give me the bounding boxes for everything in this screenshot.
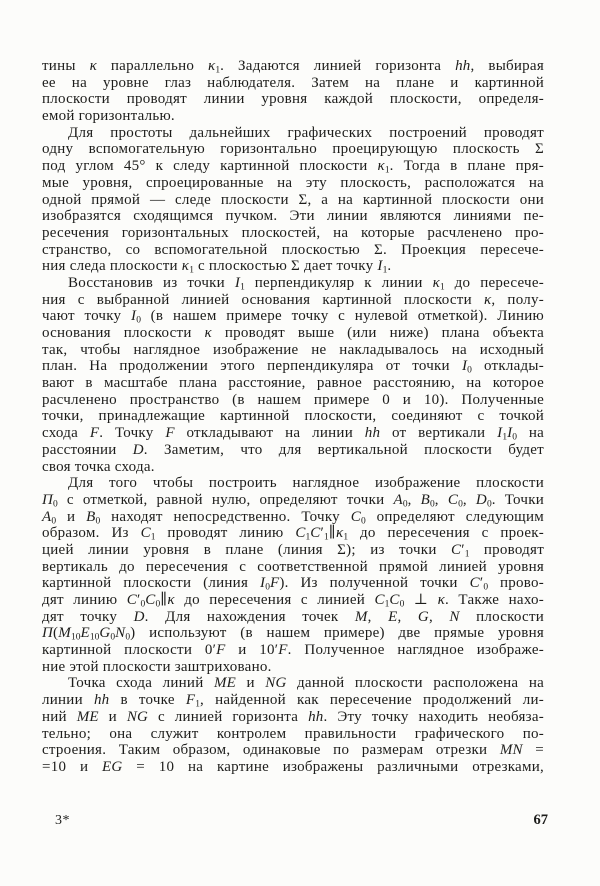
text-line: цией линии уровня в плане (линия Σ); из точки $C'_1$ проводят xyxy=(42,541,544,560)
text-line: под углом 45° к следу картинной плоскости $\kappa_1$. Тогда в плане пря- xyxy=(42,158,544,176)
text-line: вают в масштабе плана расстояние, равное расстоянию, на которое xyxy=(42,375,544,392)
text-line: одну вспомогательную горизонтально проецирующую плоскость Σ xyxy=(42,141,544,158)
text-line: тельно; она служит контролем правильности графического по- xyxy=(42,725,544,742)
text-line: емой горизонталью. xyxy=(42,108,175,125)
text-line: дят точку D. Для нахождения точек M, E, G, N плоскости xyxy=(42,608,545,625)
text-line: ее на уровне глаз наблюдателя. Затем на плане и картинной xyxy=(42,74,544,91)
text-line: строения. Таким образом, одинаковые по размерам отрезки MN = xyxy=(42,742,544,759)
text-line: линии hh в точке $F_1$, найденной как пересечение продолжений ли- xyxy=(42,692,544,710)
text-line: вертикаль до пересечения с соответственной прямой линией уровня xyxy=(42,558,544,575)
text-line: Точка схода линий ME и NG данной плоскости расположена на xyxy=(68,675,545,692)
text-line: схода F. Точку F откладывают на линии hh от вертикали $I_1I_0$ на xyxy=(42,425,545,443)
text-line: основания плоскости κ проводят выше (или ниже) плана объекта xyxy=(42,325,544,341)
text-line: Восстановив из точки $I_1$ перпендикуляр к линии $\kappa_1$ до пересече- xyxy=(68,274,544,293)
text-line: ний ME и NG с линией горизонта hh. Эту точку находить необяза- xyxy=(42,708,545,725)
text-line: Для простоты дальнейших графических построений проводят xyxy=(68,124,544,141)
text-line: $\Pi(M_{10}E_{10}G_0N_0)$ используют (в нашем примере) две прямые уровня xyxy=(42,625,544,643)
text-line: мые уровня, спроецированные на эту плоскость, расположатся на xyxy=(42,174,544,191)
text-line: тины κ параллельно $\kappa_1$. Задаются линией горизонта hh, выбирая xyxy=(42,58,544,76)
text-line: $A_0$ и $B_0$ находят непосредственно. Точку $C_0$ определяют следующим xyxy=(42,508,544,527)
text-line: своя точка схода. xyxy=(42,458,155,475)
text-line: образом. Из $C_1$ проводят линию $C_1C'_1\parallel\kappa_1$ до пересечения с проек- xyxy=(42,525,545,543)
text-line: точки, принадлежащие картинной плоскости, соединяют с точкой xyxy=(42,408,544,425)
text-line: одной прямой — следе плоскости Σ, а на картинной плоскости они xyxy=(42,191,544,208)
text-line: $\Pi_0$ с отметкой, равной нулю, определяют точки $A_0$, $B_0$, $C_0$, $D_0$. Точки xyxy=(42,491,545,510)
text-line: картинной плоскости 0′F и 10′F. Полученное наглядное изображе- xyxy=(42,642,545,659)
text-line: чают точку $I_0$ (в нашем примере точку с нулевой отметкой). Линию xyxy=(42,308,544,326)
text-line: ресечения горизонтальных плоскостей, на которые расчленено про- xyxy=(42,224,544,241)
text-line: дят линию $C'_0C_0\parallel\kappa$ до пересечения с линией $C_1C_0$ ⊥ κ. Также нахо- xyxy=(42,592,544,610)
text-line: ния с выбранной линией основания картинной плоскости κ, полу- xyxy=(42,291,544,308)
text-line: изобразятся сходящимся пучком. Эти линии являются линиями пе- xyxy=(42,208,544,225)
text-line: ние этой плоскости заштриховано. xyxy=(42,658,272,675)
page-text xyxy=(42,58,544,776)
text-line: план. На продолжении этого перпендикуляра от точки $I_0$ отклады- xyxy=(42,358,544,376)
text-line: ния следа плоскости $\kappa_1$ с плоскостью Σ дает точку $I_1$. xyxy=(42,258,392,276)
text-line: Для того чтобы построить наглядное изображение плоскости xyxy=(68,475,544,492)
text-line: расстоянии D. Заметим, что для вертикальной плоскости будет xyxy=(42,441,544,458)
signature-mark: 3* xyxy=(55,813,70,828)
text-line: картинной плоскости (линия $I_0F$). Из полученной точки $C'_0$ прово- xyxy=(42,575,544,593)
page-number: 67 xyxy=(533,812,548,828)
text-line: расчленено пространство (в нашем примере 0 и 10). Полученные xyxy=(42,391,544,408)
text-line: плоскости проводят линии уровня каждой плоскости, определя- xyxy=(42,91,544,108)
text-line: странство, со вспомогательной плоскостью Σ. Проекция пересече- xyxy=(42,241,544,258)
text-line: так, чтобы наглядное изображение не накладывалось на исходный xyxy=(42,341,544,358)
text-line: =10 и EG = 10 на картине изображены различными отрезками, xyxy=(42,758,544,775)
